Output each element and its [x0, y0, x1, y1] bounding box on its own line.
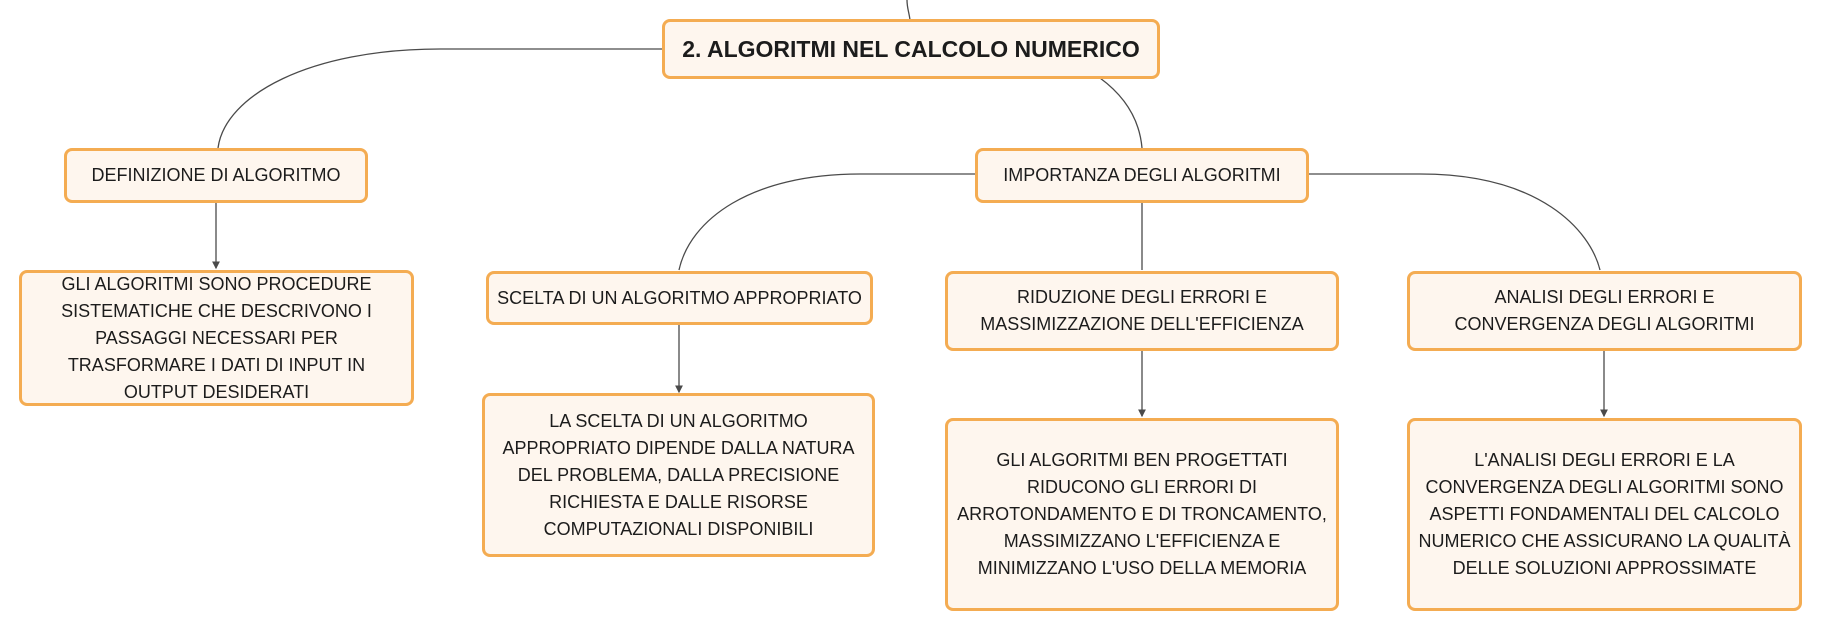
root-node[interactable]	[662, 19, 1160, 79]
importance-title-label: IMPORTANZA DEGLI ALGORITMI	[1003, 165, 1281, 185]
analisi-detail-text: L'ANALISI DEGLI ERRORI E LA CONVERGENZA DEGLI ALGORITMI SONO ASPETTI FONDAMENTALI DEL CALCOLO NUMERICO CHE ASSICURANO LA QUALITÀ DELLE SOLUZIONI APPROSSIMATE	[1418, 450, 1791, 578]
scelta-detail-node[interactable]	[482, 393, 875, 557]
connector-importance-to-analisi	[1308, 174, 1600, 270]
definition-detail-node[interactable]	[19, 270, 414, 406]
connector-importance-to-scelta	[679, 174, 975, 270]
definition-title-label: DEFINIZIONE DI ALGORITMO	[91, 165, 341, 185]
riduzione-detail-text: GLI ALGORITMI BEN PROGETTATI RIDUCONO GLI ERRORI DI ARROTONDAMENTO E DI TRONCAMENTO, MASSIMIZZANO L'EFFICIENZA E MINIMIZZANO L'USO DELLA MEMORIA	[957, 450, 1327, 578]
scelta-detail-text: LA SCELTA DI UN ALGORITMO APPROPRIATO DIPENDE DALLA NATURA DEL PROBLEMA, DALLA PRECISIONE RICHIESTA E DALLE RISORSE COMPUTAZIONALI DISPONIBILI	[502, 410, 855, 539]
analisi-title-node[interactable]	[1407, 271, 1802, 351]
riduzione-title-label: RIDUZIONE DEGLI ERRORI E MASSIMIZZAZIONE DELL'EFFICIENZA	[980, 287, 1304, 334]
definition-title-node[interactable]	[64, 148, 368, 203]
root-node-label: 2. ALGORITMI NEL CALCOLO NUMERICO	[682, 35, 1140, 62]
connector-root-to-importance	[1100, 78, 1142, 148]
riduzione-detail-node[interactable]	[945, 418, 1339, 611]
riduzione-title-node[interactable]	[945, 271, 1339, 351]
analisi-detail-node[interactable]	[1407, 418, 1802, 611]
definition-detail-text: GLI ALGORITMI SONO PROCEDURE SISTEMATICHE CHE DESCRIVONO I PASSAGGI NECESSARI PER TRASFORMARE I DATI DI INPUT IN OUTPUT DESIDERATI	[61, 273, 372, 402]
importance-title-node[interactable]	[975, 148, 1309, 203]
analisi-title-label: ANALISI DEGLI ERRORI E CONVERGENZA DEGLI ALGORITMI	[1454, 287, 1755, 334]
connector-root-to-definition	[218, 49, 662, 148]
scelta-title-label: SCELTA DI UN ALGORITMO APPROPRIATO	[497, 287, 862, 308]
connector-parent-to-root	[907, 0, 910, 20]
scelta-title-node[interactable]	[486, 271, 873, 325]
